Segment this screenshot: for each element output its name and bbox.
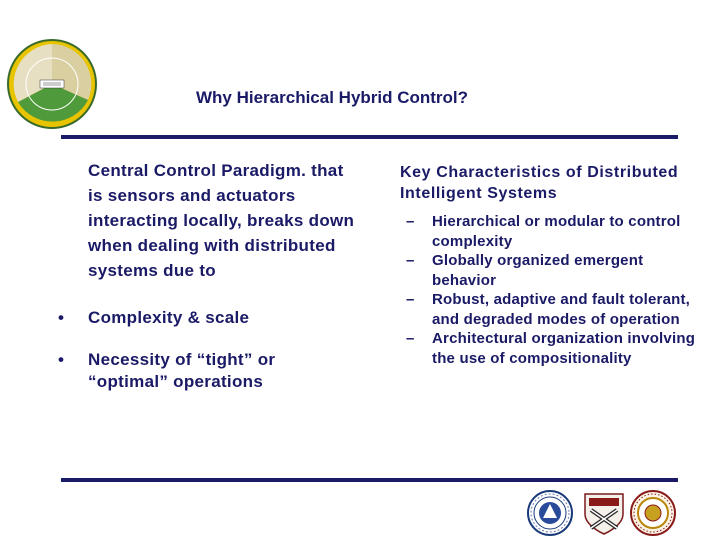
left-bullet-list [58,307,358,393]
bullet-text: Necessity of “tight” or “optimal” operations [88,350,276,391]
key-characteristics-heading: Key Characteristics of Distributed Intelligent Systems [400,164,679,202]
characteristic-item [400,329,700,368]
characteristic-text: Globally organized emergent behavior [432,252,644,289]
slide-title: Why Hierarchical Hybrid Control? [196,88,469,107]
right-column [400,162,700,368]
characteristic-item [400,251,700,290]
bullet-marker: • [58,350,65,369]
characteristic-text: Hierarchical or modular to control complexity [432,213,681,250]
ribbon-seal-icon [630,490,676,536]
dash-marker: – [406,330,415,347]
dash-marker: – [406,252,415,269]
characteristic-text: Robust, adaptive and fault tolerant, and degraded modes of operation [432,291,691,328]
dash-marker: – [406,213,415,230]
characteristic-item [400,290,700,329]
central-control-intro: Central Control Paradigm. that is sensors and actuators interacting locally, breaks down when dealing with distributed systems due to [88,161,355,280]
logo-wheel-icon [6,38,98,130]
bottom-divider [61,478,678,482]
characteristics-list [400,212,700,368]
seal-icon [527,490,573,536]
shield-seal-icon [581,490,627,536]
dash-marker: – [406,291,415,308]
characteristic-item [400,212,700,251]
characteristic-text: Architectural organization involving the use of compositionality [432,330,696,367]
left-column [58,158,358,393]
bullet-marker: • [58,308,65,327]
bullet-item [58,349,358,393]
bullet-item [58,307,358,329]
bullet-text: Complexity & scale [88,308,250,327]
top-divider [61,135,678,139]
